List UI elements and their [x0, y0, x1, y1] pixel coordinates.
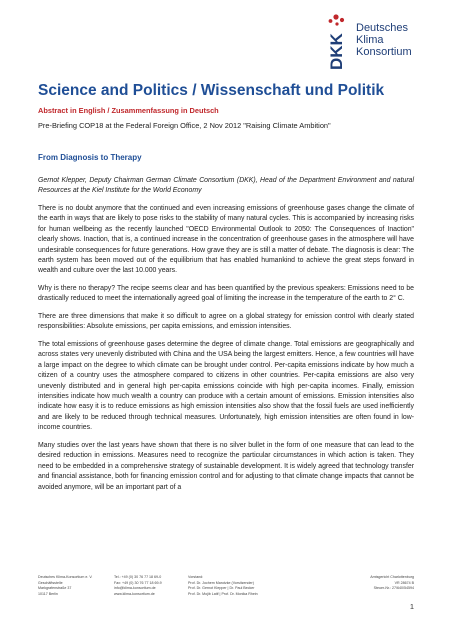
footer-registry-line: VR 28674 B	[394, 580, 414, 585]
footer-address-line: Markgrafenstraße 37	[38, 586, 72, 591]
paragraph-2: Why is there no therapy? The recipe seems clear and has been quantified by the previous speakers: Emissions need to be drastically reduced to meet the internationally agreed goal of limiting the increase in the temperature of the earth to 2° C.	[38, 285, 414, 303]
logo-line-1: Deutsches	[356, 22, 408, 34]
footer-registry-line: Steuer-Nr.: 27/640/54594	[373, 586, 414, 591]
footer-board-line: Prof. Dr. Gernot Klepper | Dr. Paul Becker	[188, 586, 255, 591]
logo-wordmark	[356, 22, 412, 58]
paragraph-5: Many studies over the last years have shown that there is no silver bullet in the form of one measure that can lead to the desired reduction in emissions. Measures need to recognize the particular circumstances in which action is taken. They need to be embedded in a comprehensive strategy of sustainable development. It is widely agreed that technology transfer and financial assistance, both for financing emission control and for adjusting to that climate change impacts that cannot be avoided anymore, will be an important part of a	[38, 441, 414, 491]
footer-address	[38, 575, 92, 597]
footer-registry	[370, 575, 414, 592]
footer-board-line: Vorstand:	[188, 575, 204, 579]
footer-fax: Fax: +49 (0) 30 76 77 18 69-9	[114, 580, 162, 585]
document-body	[38, 176, 414, 500]
footer-website-link[interactable]: www.klima-konsortium.de	[114, 591, 155, 596]
dkk-mark-text: DKK	[327, 33, 346, 70]
footer-address-line: 10117 Berlin	[38, 591, 58, 596]
footer-address-line: Deutsches Klima-Konsortium e. V.	[38, 575, 93, 579]
footer-board-line: Prof. Dr. Jochem Marotzke (Vorsitzender)	[188, 580, 254, 585]
footer-registry-line: Amtsgericht Charlottenburg	[370, 575, 414, 579]
pre-briefing-line: Pre-Briefing COP18 at the Federal Foreign Office, 2 Nov 2012 "Raising Climate Ambition"	[38, 121, 331, 130]
footer-email-link[interactable]: info@klima-konsortium.de	[114, 586, 156, 591]
paragraph-4: The total emissions of greenhouse gases determine the degree of climate change. Total emissions are geographically and across states very unevenly distributed with China and the USA being the largest emitters. Hence, a few countries will have a large impact on the degree to which climate can be brought under control. Per-capita emissions indicate by how much a citizen of a country uses the atmosphere compared to citizens in other countries. Per-capita emissions are also very unevenly distributed and in general high per-capita emissions coincide with high per-capita incomes. Finally, emission intensities indicate how much wealth a country can produce with a certain amount of emissions. Emission intensities also indicate how easy it is to reduce emissions as high emission intensities also show that the fossil fuels are used inefficiently and are likely to be reduced through technical measures. Unfortunately, high emission intensities are often found in low-income countries.	[38, 341, 414, 432]
footer-board	[188, 575, 258, 597]
author-line: Gernot Klepper, Deputy Chairman German Climate Consortium (DKK), Head of the Department Environment and natural Resources at the Kiel Institute for the World Economy	[38, 177, 414, 195]
footer-board-line: Prof. Dr. Mojib Latif | Prof. Dr. Monika Rhein	[188, 591, 258, 596]
dkk-logo	[316, 12, 430, 72]
dkk-logo-mark-icon	[316, 12, 350, 72]
document-subtitle: Abstract in English / Zusammenfassung in Deutsch	[38, 106, 219, 115]
paragraph-1: There is no doubt anymore that the continued and even increasing emissions of greenhouse gases change the climate of the earth in ways that are likely to pose risks to the stability of many natural cycles. This is accompanied by increasing risks for human wellbeing as the recently launched "OECD Environmental Outlook to 2050: The Consequences of Inaction" clearly shows. Inaction, that is, a continued increase in the concentration of greenhouse gases in the atmosphere will have undesirable consequences for future generations. How grave they are is still a matter of debate. The diagnosis is clear: The earth system has been moved out of the equilibrium that has enabled humankind to achieve the great steps forward in wealth and culture over the last 10.000 years.	[38, 205, 414, 275]
footer-phone: Tel.: +49 (0) 30 76 77 18 69-0	[114, 575, 162, 579]
page-number: 1	[409, 602, 414, 611]
document-title: Science and Politics / Wissenschaft und Politik	[38, 82, 385, 99]
logo-line-2: Klima	[356, 34, 384, 46]
footer-contact	[114, 575, 162, 597]
logo-line-3: Konsortium	[356, 46, 412, 58]
footer-address-line: Geschäftsstelle	[38, 580, 63, 585]
page-footer	[38, 575, 414, 607]
paragraph-3: There are three dimensions that make it so difficult to agree on a global strategy for emission control with clearly stated responsibilities: Absolute emissions, per capita emissions, and emission intensities.	[38, 313, 414, 331]
section-heading: From Diagnosis to Therapy	[38, 153, 142, 162]
